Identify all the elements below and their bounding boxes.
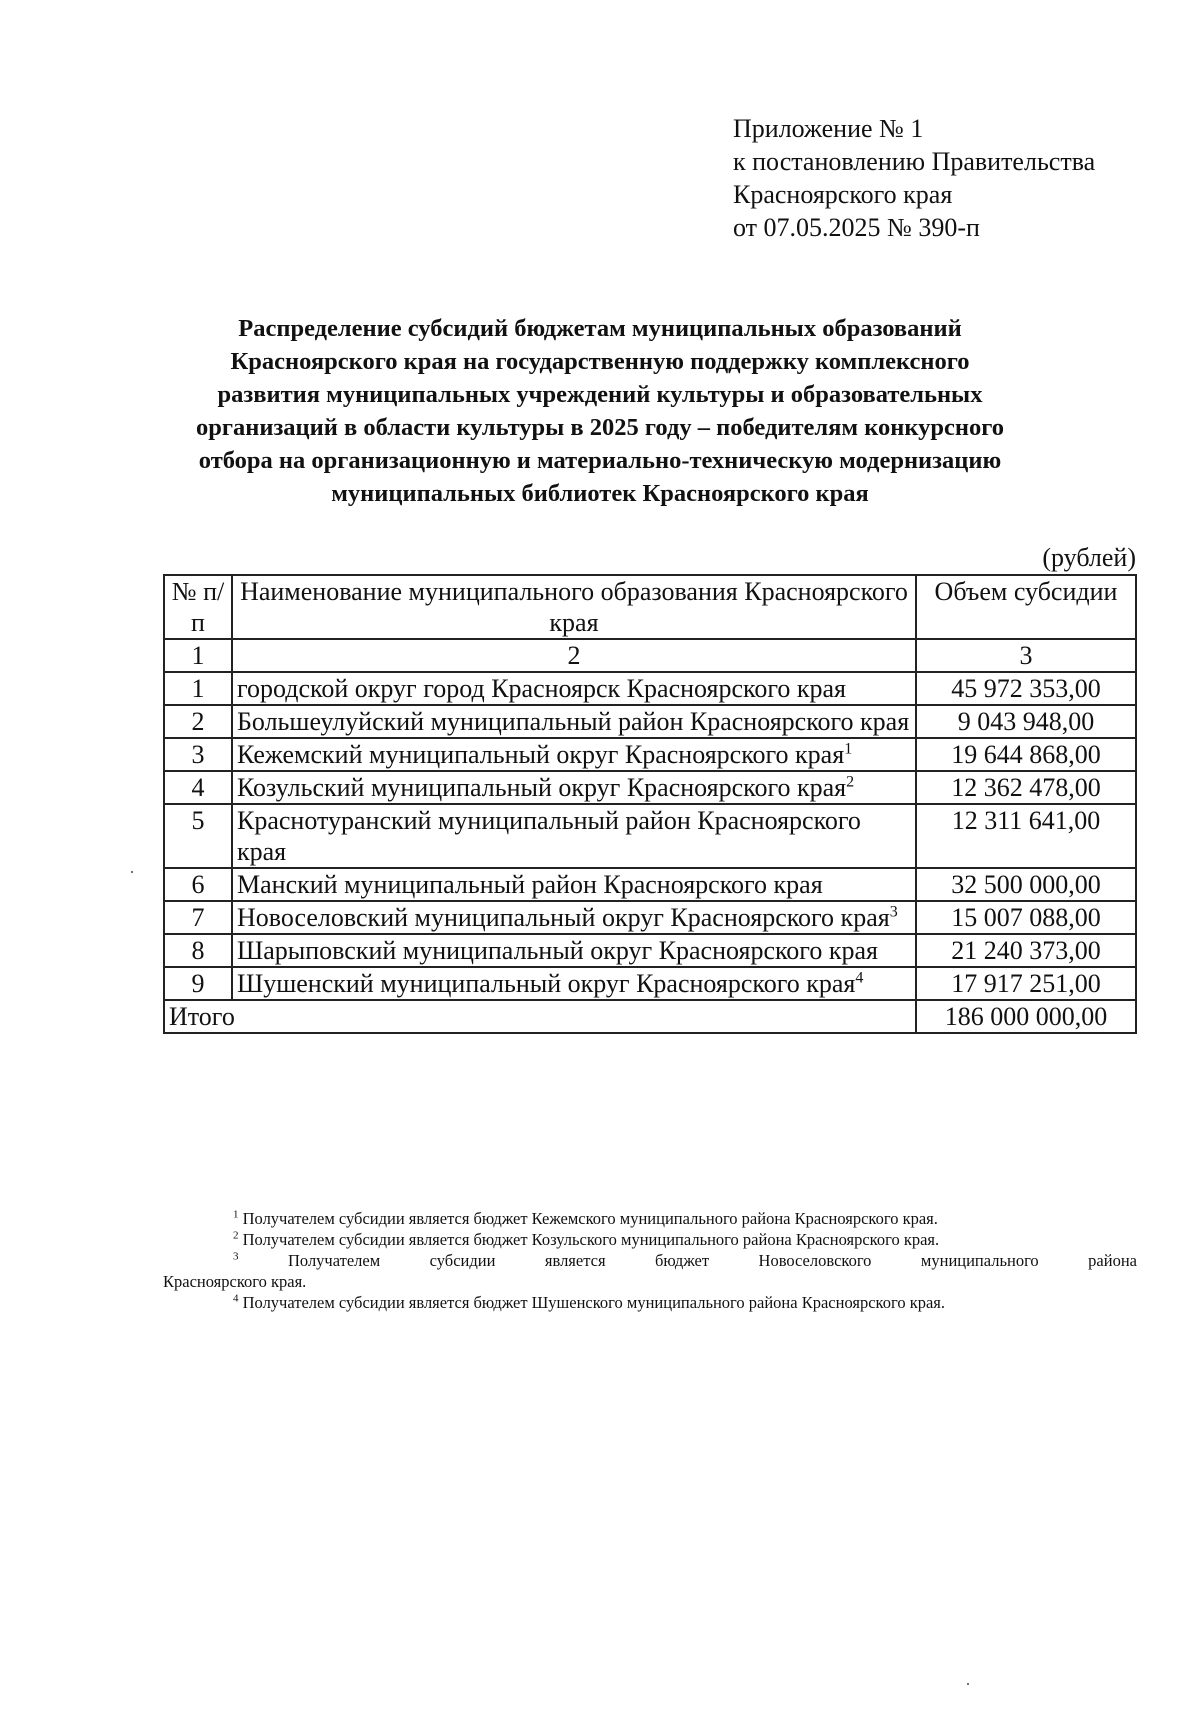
total-amount: 186 000 000,00	[916, 1000, 1136, 1033]
row-amount: 21 240 373,00	[916, 934, 1136, 967]
footnote-text: Получателем субсидии является бюджет Козульского муниципального района Красноярского края.	[242, 1230, 940, 1249]
row-amount: 12 362 478,00	[916, 771, 1136, 804]
title-line: развития муниципальных учреждений культуры и образовательных	[217, 381, 983, 408]
document-title	[150, 312, 1050, 510]
footnote-mark: 4	[233, 1292, 239, 1305]
table-row	[164, 934, 1136, 967]
table-row	[164, 705, 1136, 738]
row-name: Шарыповский муниципальный округ Красноярского края	[232, 934, 916, 967]
row-num: 4	[164, 771, 232, 804]
footnote-text: Получателем субсидии является бюджет Кежемского муниципального района Красноярского края.	[242, 1209, 938, 1228]
footnotes	[163, 1208, 1137, 1313]
index-cell: 1	[164, 639, 232, 672]
header-amount: Объем субсидии	[916, 575, 1136, 639]
footnote	[163, 1250, 1137, 1271]
appendix-number: Приложение № 1	[733, 114, 924, 143]
footnote-ref: 4	[855, 969, 864, 987]
row-num: 2	[164, 705, 232, 738]
row-name: Манский муниципальный район Красноярского края	[232, 868, 916, 901]
row-num: 8	[164, 934, 232, 967]
unit-label: (рублей)	[1042, 543, 1136, 572]
footnote-continuation: Красноярского края.	[163, 1272, 307, 1291]
table-row	[164, 967, 1136, 1000]
appendix-block	[733, 112, 1095, 244]
row-num: 6	[164, 868, 232, 901]
footnote	[163, 1208, 1137, 1229]
row-name: Краснотуранский муниципальный район Красноярского края	[232, 804, 916, 868]
row-amount: 9 043 948,00	[916, 705, 1136, 738]
table-row	[164, 868, 1136, 901]
footnote-mark: 3	[233, 1250, 239, 1263]
index-cell: 3	[916, 639, 1136, 672]
total-label: Итого	[164, 1000, 916, 1033]
row-name: городской округ город Красноярск Красноярского края	[232, 672, 916, 705]
title-line: Распределение субсидий бюджетам муниципальных образований	[238, 315, 962, 342]
subsidy-table	[163, 574, 1137, 1034]
appendix-region: Красноярского края	[733, 180, 953, 209]
title-line: Красноярского края на государственную поддержку комплексного	[230, 348, 970, 375]
scan-speck	[131, 871, 133, 873]
table-row	[164, 672, 1136, 705]
index-cell: 2	[232, 639, 916, 672]
title-line: организаций в области культуры в 2025 году – победителям конкурсного	[195, 414, 1005, 441]
row-name: Шушенский муниципальный округ Красноярского края$^4$	[232, 967, 916, 1000]
row-num: 7	[164, 901, 232, 934]
footnote	[163, 1292, 1137, 1313]
footnote-ref: 3	[889, 903, 898, 921]
row-num: 9	[164, 967, 232, 1000]
row-amount: 15 007 088,00	[916, 901, 1136, 934]
table-row	[164, 901, 1136, 934]
table-total-row	[164, 1000, 1136, 1033]
row-name: Большеулуйский муниципальный район Красноярского края	[232, 705, 916, 738]
footnote-mark: 2	[233, 1229, 239, 1242]
footnote-mark: 1	[233, 1208, 239, 1221]
header-name: Наименование муниципального образования Красноярского края	[232, 575, 916, 639]
row-num: 1	[164, 672, 232, 705]
row-amount: 19 644 868,00	[916, 738, 1136, 771]
appendix-resolution: к постановлению Правительства	[733, 147, 1096, 176]
scan-speck	[967, 1683, 969, 1685]
table-row	[164, 738, 1136, 771]
title-line: отбора на организационную и материально-техническую модернизацию	[198, 447, 1002, 474]
footnote	[163, 1229, 1137, 1250]
row-name: Козульский муниципальный округ Красноярского края$^2$	[232, 771, 916, 804]
appendix-date: от 07.05.2025 № 390-п	[733, 213, 980, 242]
row-amount: 12 311 641,00	[916, 804, 1136, 868]
row-num: 5	[164, 804, 232, 868]
title-line: муниципальных библиотек Красноярского края	[331, 480, 869, 507]
row-amount: 17 917 251,00	[916, 967, 1136, 1000]
table-index-row	[164, 639, 1136, 672]
row-name: Кежемский муниципальный округ Красноярского края$^1$	[232, 738, 916, 771]
footnote-text: Получателем субсидии является бюджет Шушенского муниципального района Красноярского края.	[242, 1293, 946, 1312]
footnote-ref: 1	[844, 740, 853, 758]
footnote-ref: 2	[846, 773, 855, 791]
row-amount: 32 500 000,00	[916, 868, 1136, 901]
table-row	[164, 771, 1136, 804]
row-num: 3	[164, 738, 232, 771]
table-header-row	[164, 575, 1136, 639]
table-row	[164, 804, 1136, 868]
row-name: Новоселовский муниципальный округ Красноярского края$^3$	[232, 901, 916, 934]
header-num: № п/п	[164, 575, 232, 639]
footnote-text: Получателем субсидии является бюджет Новоселовского муниципального района	[288, 1251, 1137, 1270]
row-amount: 45 972 353,00	[916, 672, 1136, 705]
